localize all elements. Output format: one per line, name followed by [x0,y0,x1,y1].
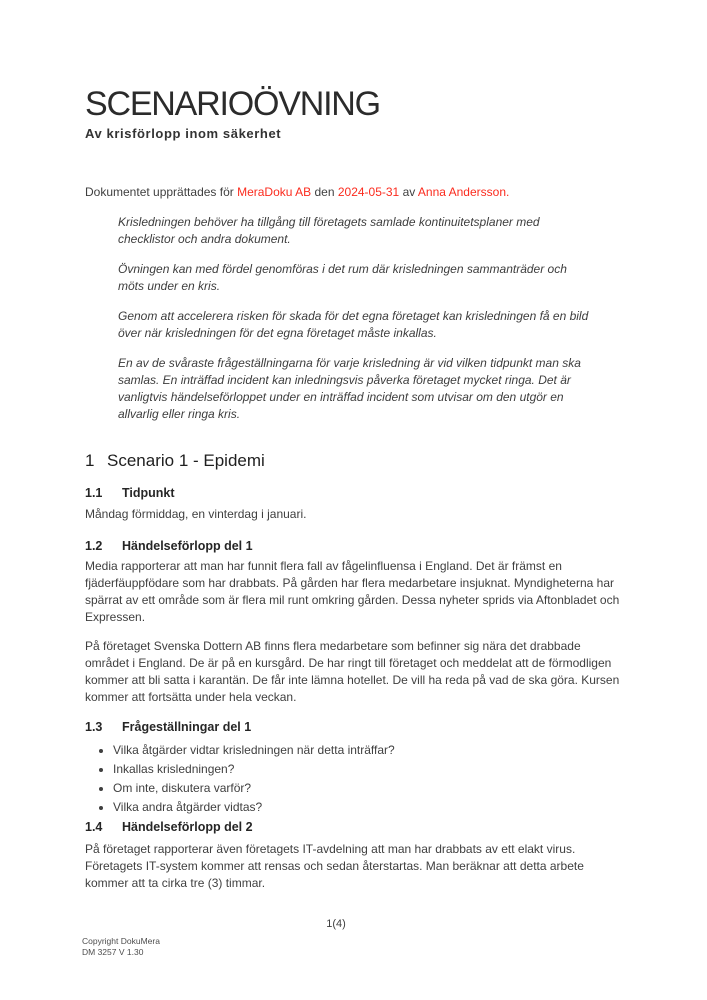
subsection-title: Händelseförlopp del 2 [122,820,253,834]
handelseforlopp-1-paragraph-2: På företaget Svenska Dottern AB finns flera medarbetare som befinner sig nära det drabbade området i England. De är på en kursgård. De har ringt till företaget och meddelat att de förmodligen kommer att bli satta i karantän. De får inte lämna hotellet. De vill ha reda på vad de ska göra. Kursen kommer att fortsätta under hela veckan. [85,639,620,704]
guidance-paragraph: Krisledningen behöver ha tillgång till företagets samlade kontinuitetsplaner med checklistor och andra dokument. [118,215,540,246]
handelseforlopp-2-paragraph: På företaget rapporterar även företagets IT-avdelning att man har drabbats av ett elakt virus. Företagets IT-system kommer att rensas och sedan återstartas. Man beräknar att detta arbete kommer att ta cirka tre (3) timmar. [85,842,584,890]
section-title: Scenario 1 - Epidemi [107,451,265,470]
intro-line [85,184,625,201]
document-title: SCENARIOÖVNING [85,85,380,123]
subsection-number: 1.4 [85,820,103,834]
guidance-paragraph: Genom att accelerera risken för skada för det egna företaget kan krisledningen få en bild över när krisledningen för det egna företaget måste inkallas. [118,309,589,340]
copyright-line: Copyright DokuMera [82,936,160,946]
section-number: 1 [85,451,95,470]
subsection-heading-handelseforlopp-1 [85,539,625,554]
intro-mid1: den [311,185,338,199]
guidance-paragraph: En av de svåraste frågeställningarna för varje krisledning är vid vilken tidpunkt man ska samlas. En inträffad incident kan inledningsvis påverka företaget mycket ringa. Det är vanligtvis händelseförloppet under en inträffad incident som utvisar om den utgör en allvarlig eller ringa kris. [118,356,581,421]
subsection-title: Frågeställningar del 1 [122,720,252,734]
question-item: • Inkallas krisledningen? [113,760,625,779]
question-item: • Om inte, diskutera varför? [113,779,625,798]
subsection-heading-fragestallningar-1 [85,720,625,735]
question-item: • Vilka åtgärder vidtar krisledningen när detta inträffar? [113,741,625,760]
question-item: • Vilka andra åtgärder vidtas? [113,798,625,817]
subsection-heading-handelseforlopp-2 [85,820,625,835]
subsection-title: Händelseförlopp del 1 [122,539,253,553]
document-version: DM 3257 V 1.30 [82,947,144,957]
guidance-paragraphs [118,214,596,423]
intro-date: 2024-05-31 [337,185,400,199]
document-subtitle: Av krisförlopp inom säkerhet [85,126,282,141]
page-number: 1(4) [326,918,346,930]
subsection-number: 1.3 [85,720,103,734]
section-heading-scenario-1 [85,451,625,470]
intro-prefix: Dokumentet upprättades för [85,185,238,199]
subsection-number: 1.2 [85,539,103,553]
intro-author: Anna Andersson. [417,185,510,199]
subsection-heading-tidpunkt [85,486,625,501]
subsection-title: Tidpunkt [122,486,175,500]
guidance-paragraph: Övningen kan med fördel genomföras i det rum där krisledningen sammanträder och möts under en kris. [118,262,567,293]
intro-mid2: av [399,185,418,199]
subsection-number: 1.1 [85,486,103,500]
handelseforlopp-1-paragraph-1: Media rapporterar att man har funnit flera fall av fågelinfluensa i England. Det är främst en fjäderfäuppfödare som har drabbats. På gården har flera medarbetare insjuknat. Myndigheterna har spärrat av ett område som är flera mil runt omkring gården. Dessa nyheter sprids via Aftonbladet och Expressen. [85,559,620,624]
tidpunkt-body: Måndag förmiddag, en vinterdag i januari. [85,507,307,521]
copyright-block [82,936,160,958]
question-list [90,741,625,817]
intro-company: MeraDoku AB [237,185,312,199]
